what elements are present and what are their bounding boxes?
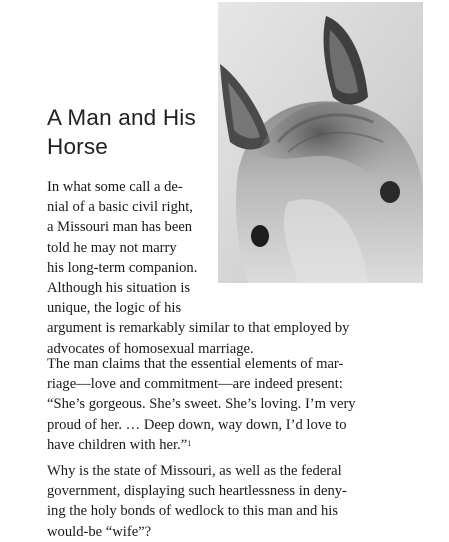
text-line: his long-term companion. [47,259,198,276]
title-line: Horse [47,134,109,159]
text-line-content: have children with her.” [47,436,188,453]
text-line: would-be “wife”? [47,523,152,540]
text-line: The man claims that the essential elements of mar- [47,356,344,372]
text-line: advocates of homosexual marriage. [47,340,254,357]
paragraph-3 [47,461,357,542]
text-line: proud of her. … Deep down, way down, I’d love to [47,416,347,433]
footnote-marker: 1 [187,438,192,448]
title-line: A Man and His [47,105,196,130]
text-line: ing the holy bonds of wedlock to this man and his [47,503,339,520]
text-line: “She’s gorgeous. She’s sweet. She’s loving. I’m very [47,396,356,413]
text-line: told he may not marry [47,239,177,256]
text-line: In what some call a de- [47,179,183,195]
text-line: Why is the state of Missouri, as well as the federal [47,463,342,479]
text-line: a Missouri man has been [47,219,193,236]
text-line: argument is remarkably similar to that employed by [47,320,350,337]
paragraph-2 [47,354,357,455]
text-line: Although his situation is [47,280,191,297]
text-line: riage—love and commitment—are indeed present: [47,376,343,393]
paragraph-1 [47,177,357,359]
text-line [47,435,357,455]
text-line: government, displaying such heartlessness in deny- [47,483,347,500]
article-title [47,103,217,161]
text-line: unique, the logic of his [47,300,182,317]
text-line: nial of a basic civil right, [47,199,193,216]
